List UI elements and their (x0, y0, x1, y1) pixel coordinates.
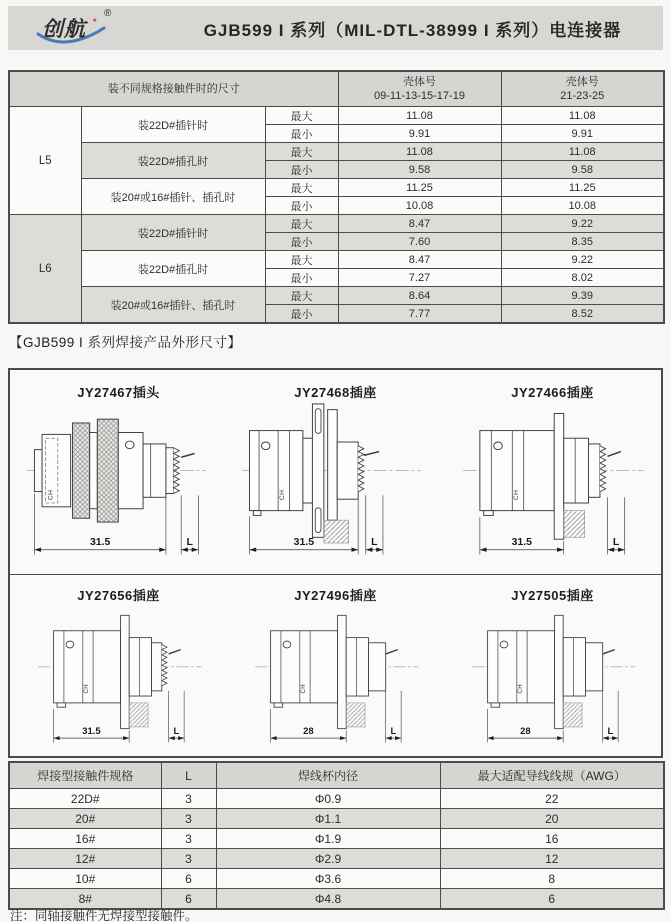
awg-value: 22 (440, 789, 664, 809)
svg-text:28: 28 (519, 725, 531, 737)
spec-header-shell-small (338, 71, 501, 107)
svg-text:31.5: 31.5 (90, 536, 111, 548)
svg-text:28: 28 (302, 725, 314, 737)
shell-sizes: 21-23-25 (560, 90, 605, 102)
svg-text:CH: CH (83, 683, 90, 694)
table-row (9, 287, 664, 305)
config-label: 装22D#插孔时 (81, 143, 265, 179)
svg-text:CH: CH (513, 489, 521, 501)
table-row (9, 789, 664, 809)
awg-value: 12 (440, 849, 664, 869)
svg-text:L: L (390, 725, 396, 737)
svg-text:L: L (607, 725, 613, 737)
minmax-label: 最大 (265, 107, 338, 125)
connector-drawing (33, 605, 205, 751)
value-cell: 11.08 (501, 143, 664, 161)
value-cell: 11.08 (501, 107, 664, 125)
value-cell: 8.52 (501, 305, 664, 324)
table-header-row (9, 762, 664, 789)
minmax-label: 最小 (265, 161, 338, 179)
cup-diameter: Φ1.1 (216, 809, 440, 829)
l-value: 3 (161, 829, 216, 849)
connector-drawing (23, 402, 214, 564)
contact-size: 20# (9, 809, 161, 829)
value-cell: 7.27 (338, 269, 501, 287)
minmax-label: 最大 (265, 215, 338, 233)
value-cell: 8.35 (501, 233, 664, 251)
table-row (9, 215, 664, 233)
figure-jy27496 (227, 575, 444, 756)
minmax-label: 最小 (265, 269, 338, 287)
footnote: 注：同轴接触件无焊接型接触件。 (10, 909, 198, 922)
contact-dimension-table (8, 70, 665, 324)
value-cell: 7.60 (338, 233, 501, 251)
table-header-row (9, 71, 664, 107)
solder-header-l: L (161, 762, 216, 789)
awg-value: 6 (440, 889, 664, 910)
figure-row-2 (10, 575, 661, 756)
shell-label: 壳体号 (565, 75, 599, 88)
awg-value: 16 (440, 829, 664, 849)
brand-logo (8, 6, 168, 50)
l-value: 6 (161, 869, 216, 889)
minmax-label: 最大 (265, 251, 338, 269)
value-cell: 9.58 (501, 161, 664, 179)
config-label: 装22D#插针时 (81, 215, 265, 251)
value-cell: 8.02 (501, 269, 664, 287)
page-header (8, 6, 663, 50)
value-cell: 9.58 (338, 161, 501, 179)
config-label: 装20#或16#插针、插孔时 (81, 179, 265, 215)
figure-title: JY27656插座 (77, 588, 160, 603)
table-row (9, 179, 664, 197)
svg-text:31.5: 31.5 (511, 536, 533, 548)
awg-value: 8 (440, 869, 664, 889)
contact-size: 22D# (9, 789, 161, 809)
connector-drawing (467, 605, 639, 751)
table-row (9, 849, 664, 869)
l-value: 3 (161, 809, 216, 829)
minmax-label: 最小 (265, 305, 338, 324)
solder-header-spec: 焊接型接触件规格 (9, 762, 161, 789)
cup-diameter: Φ3.6 (216, 869, 440, 889)
connector-drawing (457, 402, 648, 564)
figure-title: JY27467插头 (77, 385, 160, 400)
figure-panel (8, 368, 663, 758)
svg-text:31.5: 31.5 (293, 536, 315, 548)
value-cell: 8.47 (338, 251, 501, 269)
spec-header-desc: 装不同规格接触件时的尺寸 (9, 71, 338, 107)
svg-text:CH: CH (279, 489, 287, 501)
cup-diameter: Φ0.9 (216, 789, 440, 809)
value-cell: 8.47 (338, 215, 501, 233)
table-row (9, 251, 664, 269)
value-cell: 9.91 (501, 125, 664, 143)
value-cell: 10.08 (338, 197, 501, 215)
svg-text:CH: CH (47, 489, 55, 501)
page-title: GJB599 I 系列（MIL-DTL-38999 I 系列）电连接器 (203, 20, 622, 40)
contact-size: 12# (9, 849, 161, 869)
cup-diameter: Φ1.9 (216, 829, 440, 849)
value-cell: 7.77 (338, 305, 501, 324)
minmax-label: 最小 (265, 125, 338, 143)
figure-jy27656 (10, 575, 227, 756)
logo-star-icon: ★ (92, 18, 98, 24)
value-cell: 9.91 (338, 125, 501, 143)
svg-text:CH: CH (300, 683, 307, 694)
l-value: 3 (161, 789, 216, 809)
registered-mark: ® (104, 8, 112, 19)
minmax-label: 最小 (265, 233, 338, 251)
cup-diameter: Φ4.8 (216, 889, 440, 910)
value-cell: 11.08 (338, 143, 501, 161)
shell-sizes: 09-11-13-15-17-19 (374, 90, 465, 102)
figure-jy27466 (444, 370, 661, 574)
svg-text:L: L (186, 536, 194, 548)
value-cell: 10.08 (501, 197, 664, 215)
value-cell: 9.39 (501, 287, 664, 305)
figure-title: JY27505插座 (511, 588, 594, 603)
config-label: 装22D#插针时 (81, 107, 265, 143)
section-title: 【GJB599 I 系列焊接产品外形尺寸】 (9, 335, 242, 350)
contact-size: 16# (9, 829, 161, 849)
svg-text:L: L (173, 725, 179, 737)
figure-title: JY27468插座 (294, 385, 377, 400)
figure-title: JY27496插座 (294, 588, 377, 603)
spec-header-shell-large (501, 71, 664, 107)
table-row (9, 809, 664, 829)
l-value: 6 (161, 889, 216, 910)
figure-jy27468 (227, 370, 444, 574)
table-row (9, 107, 664, 125)
minmax-label: 最大 (265, 179, 338, 197)
figure-title: JY27466插座 (511, 385, 594, 400)
solder-contact-table (8, 761, 665, 910)
solder-header-cup: 焊线杯内径 (216, 762, 440, 789)
table-row (9, 869, 664, 889)
value-cell: 9.22 (501, 251, 664, 269)
svg-text:31.5: 31.5 (81, 725, 101, 737)
cup-diameter: Φ2.9 (216, 849, 440, 869)
group-label: L5 (9, 107, 81, 215)
l-value: 3 (161, 849, 216, 869)
solder-header-awg: 最大适配导线线规（AWG） (440, 762, 664, 789)
minmax-label: 最大 (265, 143, 338, 161)
connector-drawing (240, 402, 431, 564)
svg-text:L: L (371, 536, 378, 548)
value-cell: 11.08 (338, 107, 501, 125)
table-row (9, 143, 664, 161)
contact-size: 10# (9, 869, 161, 889)
group-label: L6 (9, 215, 81, 324)
value-cell: 8.64 (338, 287, 501, 305)
figure-jy27467 (10, 370, 227, 574)
contact-size: 8# (9, 889, 161, 910)
value-cell: 11.25 (501, 179, 664, 197)
value-cell: 9.22 (501, 215, 664, 233)
shell-label: 壳体号 (403, 75, 436, 88)
minmax-label: 最大 (265, 287, 338, 305)
figure-row-1 (10, 370, 661, 575)
minmax-label: 最小 (265, 197, 338, 215)
value-cell: 11.25 (338, 179, 501, 197)
config-label: 装20#或16#插针、插孔时 (81, 287, 265, 324)
svg-text:CH: CH (517, 683, 524, 694)
figure-jy27505 (444, 575, 661, 756)
awg-value: 20 (440, 809, 664, 829)
svg-text:L: L (613, 536, 620, 548)
config-label: 装22D#插孔时 (81, 251, 265, 287)
logo-text: 创航 (42, 18, 86, 41)
connector-drawing (250, 605, 422, 751)
table-row (9, 829, 664, 849)
